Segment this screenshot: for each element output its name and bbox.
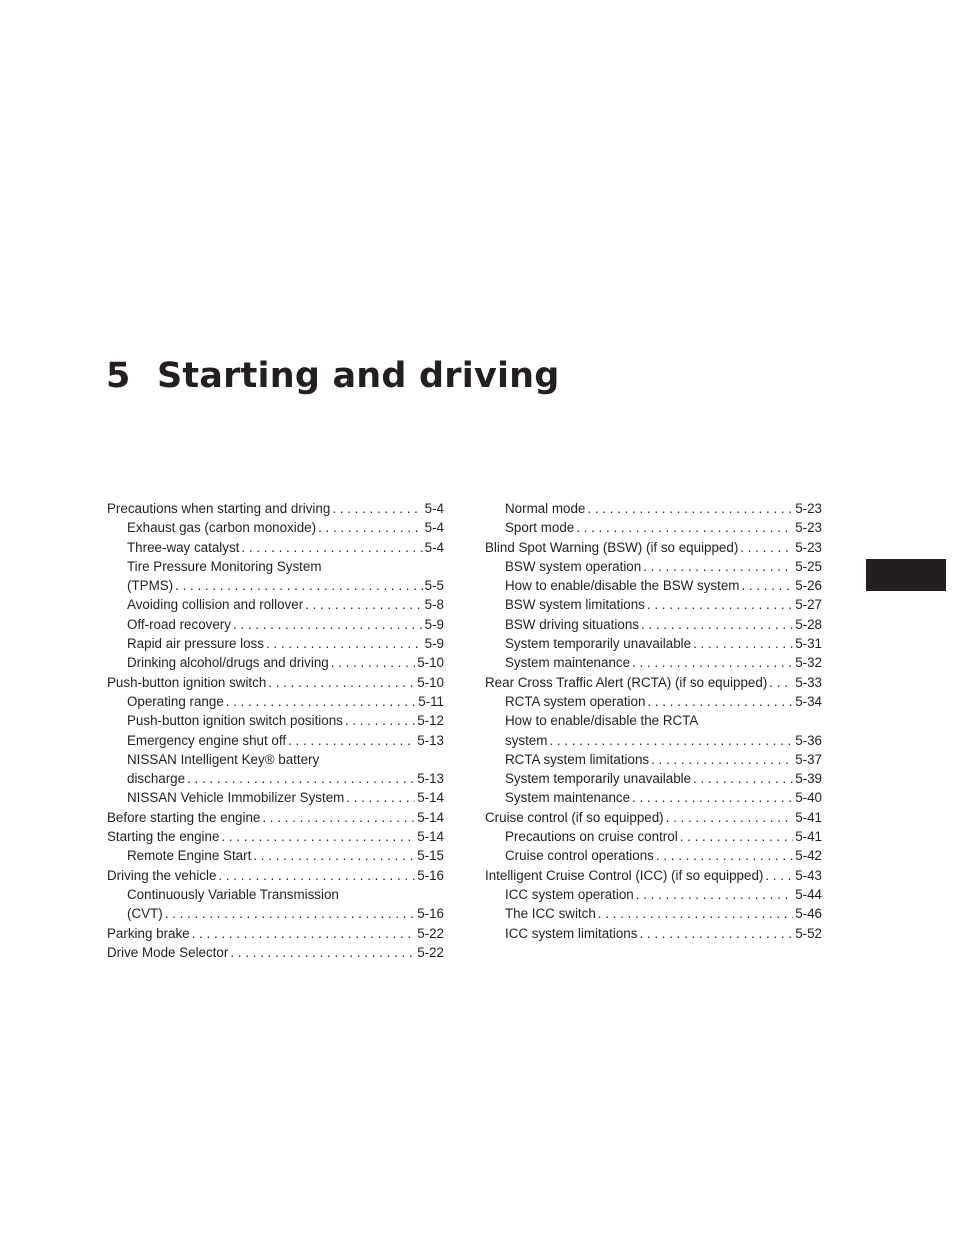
toc-entry[interactable] [485, 499, 822, 518]
dot-leader [641, 615, 793, 634]
toc-page-number: 5-10 [417, 655, 444, 671]
toc-entry-text: ICC system operation [505, 886, 634, 902]
toc-entry-text: RCTA system operation [505, 693, 646, 709]
toc-page-number: 5-46 [795, 906, 822, 922]
toc-entry[interactable] [107, 885, 444, 924]
toc-entry-text: System temporarily unavailable [505, 636, 692, 652]
dot-leader [165, 904, 415, 923]
toc-page-number: 5-23 [795, 520, 822, 536]
toc-page-number: 5-32 [795, 655, 822, 671]
chapter-tab-marker [866, 559, 946, 591]
toc-entry-text: Emergency engine shut off [127, 732, 287, 748]
toc-page-number: 5-37 [795, 751, 822, 767]
toc-page-number: 5-42 [795, 848, 822, 864]
toc-page-number: 5-26 [795, 578, 822, 594]
toc-page-number: 5-22 [417, 925, 444, 941]
toc-entry[interactable] [107, 518, 444, 537]
toc-entry-text: Three-way catalyst [127, 539, 240, 555]
toc-column-right [485, 499, 822, 943]
dot-leader [639, 924, 793, 943]
dot-leader [226, 692, 416, 711]
dot-leader [331, 653, 415, 672]
toc-entry[interactable] [485, 904, 822, 923]
toc-page-number: 5-4 [424, 501, 444, 516]
dot-leader [598, 904, 793, 923]
toc-entry[interactable] [485, 518, 822, 537]
toc-entry-text: Push-button ignition switch [107, 674, 267, 690]
dot-leader [175, 576, 423, 595]
toc-entry[interactable] [485, 538, 822, 557]
toc-entry[interactable] [107, 557, 444, 596]
dot-leader [769, 673, 793, 692]
toc-page-number: 5-4 [424, 520, 444, 536]
toc-page-number: 5-13 [417, 732, 444, 748]
toc-page-number: 5-23 [795, 501, 822, 516]
toc-page-number: 5-27 [795, 597, 822, 613]
dot-leader [576, 518, 793, 537]
toc-entry-text: Sport mode [505, 520, 575, 536]
toc-entry-text: Avoiding collision and rollover [127, 597, 304, 613]
dot-leader [636, 885, 793, 904]
toc-entry[interactable] [485, 827, 822, 846]
toc-page-number: 5-12 [417, 713, 444, 729]
dot-leader [587, 499, 793, 518]
toc-entry-text: RCTA system limitations [505, 751, 650, 767]
toc-entry-text: NISSAN Intelligent Key® battery [127, 751, 320, 767]
toc-entry[interactable] [107, 866, 444, 885]
dot-leader [549, 731, 793, 750]
toc-entry-text: Rear Cross Traffic Alert (RCTA) (if so equipped) [485, 674, 768, 690]
toc-entry[interactable] [107, 615, 444, 634]
toc-page-number: 5-25 [795, 558, 822, 574]
toc-page-number: 5-9 [424, 636, 444, 652]
toc-entry[interactable] [485, 788, 822, 807]
toc-entry-text-continued: (CVT) [127, 906, 163, 922]
toc-entry[interactable] [485, 634, 822, 653]
chapter-title-text: Starting and driving [156, 356, 560, 396]
toc-entry[interactable] [485, 711, 822, 750]
dot-leader [693, 634, 793, 653]
toc-page-number: 5-8 [424, 597, 444, 613]
toc-page-number: 5-16 [417, 867, 444, 883]
toc-page-number: 5-44 [795, 886, 822, 902]
toc-page-number: 5-4 [424, 539, 444, 555]
toc-entry-text: Before starting the engine [107, 809, 261, 825]
dot-leader [647, 692, 793, 711]
toc-entry-text-continued: system [505, 732, 548, 748]
dot-leader [741, 576, 793, 595]
toc-entry-text: System maintenance [505, 790, 631, 806]
toc-entry[interactable] [485, 615, 822, 634]
dot-leader [651, 750, 793, 769]
toc-page-number: 5-52 [795, 925, 822, 941]
toc-page-number: 5-14 [417, 809, 444, 825]
dot-leader [332, 499, 422, 518]
toc-entry[interactable] [485, 576, 822, 595]
dot-leader [266, 634, 423, 653]
toc-entry-text: ICC system limitations [505, 925, 638, 941]
dot-leader [632, 653, 793, 672]
toc-page-number: 5-33 [795, 674, 822, 690]
dot-leader [765, 866, 793, 885]
toc-entry-text: System temporarily unavailable [505, 771, 692, 787]
dot-leader [305, 595, 422, 614]
toc-entry-text: Blind Spot Warning (BSW) (if so equipped) [485, 539, 739, 555]
toc-entry[interactable] [107, 692, 444, 711]
toc-entry-text: System maintenance [505, 655, 631, 671]
dot-leader [345, 711, 415, 730]
toc-entry-text: BSW system operation [505, 558, 642, 574]
dot-leader [643, 557, 793, 576]
dot-leader [656, 846, 793, 865]
chapter-number: 5 [106, 356, 131, 396]
toc-entry-text: Tire Pressure Monitoring System [127, 558, 322, 574]
toc-entry-text: NISSAN Vehicle Immobilizer System [127, 790, 345, 806]
toc-entry-text: How to enable/disable the BSW system [505, 578, 740, 594]
toc-entry[interactable] [107, 827, 444, 846]
dot-leader [288, 731, 415, 750]
toc-entry-text: Precautions when starting and driving [107, 501, 331, 516]
toc-page-number: 5-23 [795, 539, 822, 555]
toc-entry-text-continued: discharge [127, 771, 186, 787]
dot-leader [346, 788, 415, 807]
toc-entry-text: Cruise control operations [505, 848, 654, 864]
toc-entry[interactable] [107, 846, 444, 865]
toc-entry[interactable] [485, 808, 822, 827]
toc-page-number: 5-41 [795, 829, 822, 845]
toc-entry-text: Off-road recovery [127, 616, 231, 632]
toc-entry-text: Drinking alcohol/drugs and driving [127, 655, 329, 671]
toc-page-number: 5-31 [795, 636, 822, 652]
toc-page-number: 5-14 [417, 829, 444, 845]
toc-entry[interactable] [107, 750, 444, 789]
toc-page-number: 5-11 [418, 693, 444, 709]
chapter-title [106, 356, 560, 396]
dot-leader [318, 518, 423, 537]
toc-entry[interactable] [107, 788, 444, 807]
toc-entry[interactable] [107, 634, 444, 653]
toc-entry[interactable] [485, 769, 822, 788]
toc-page-number: 5-28 [795, 616, 822, 632]
toc-entry[interactable] [107, 499, 444, 518]
dot-leader [241, 538, 422, 557]
toc-page-number: 5-39 [795, 771, 822, 787]
toc-entry[interactable] [485, 557, 822, 576]
dot-leader [740, 538, 793, 557]
toc-entry-text: Starting the engine [107, 829, 220, 845]
toc-entry-text: Remote Engine Start [127, 848, 252, 864]
dot-leader [218, 866, 415, 885]
toc-entry-text: BSW driving situations [505, 616, 639, 632]
dot-leader [693, 769, 793, 788]
dot-leader [233, 615, 423, 634]
toc-entry-text: Exhaust gas (carbon monoxide) [127, 520, 317, 536]
toc-page-number: 5-43 [795, 867, 822, 883]
toc-entry[interactable] [107, 924, 444, 943]
toc-entry-text: Driving the vehicle [107, 867, 217, 883]
dot-leader [666, 808, 794, 827]
toc-page-number: 5-40 [795, 790, 822, 806]
toc-entry-text: BSW system limitations [505, 597, 645, 613]
toc-entry[interactable] [107, 653, 444, 672]
toc-entry[interactable] [107, 711, 444, 730]
toc-entry[interactable] [485, 846, 822, 865]
toc-entry-text: Precautions on cruise control [505, 829, 678, 845]
dot-leader [253, 846, 415, 865]
toc-entry[interactable] [107, 673, 444, 692]
toc-entry[interactable] [485, 924, 822, 943]
toc-entry[interactable] [485, 673, 822, 692]
dot-leader [680, 827, 794, 846]
toc-entry[interactable] [485, 885, 822, 904]
toc-page-number: 5-41 [795, 809, 822, 825]
toc-entry[interactable] [485, 750, 822, 769]
toc-entry-text-continued: (TPMS) [127, 578, 174, 594]
toc-entry[interactable] [107, 538, 444, 557]
toc-entry-text: Normal mode [505, 501, 586, 516]
toc-entry[interactable] [485, 866, 822, 885]
dot-leader [268, 673, 415, 692]
toc-page-number: 5-10 [417, 674, 444, 690]
dot-leader [221, 827, 415, 846]
toc-entry-text: Cruise control (if so equipped) [485, 809, 664, 825]
toc-page-number: 5-36 [795, 732, 822, 748]
dot-leader [187, 769, 415, 788]
toc-entry[interactable] [485, 653, 822, 672]
toc-entry-text: Operating range [127, 693, 224, 709]
toc-entry-text: The ICC switch [505, 906, 596, 922]
toc-entry[interactable] [107, 808, 444, 827]
toc-page-number: 5-13 [417, 771, 444, 787]
toc-page-number: 5-15 [417, 848, 444, 864]
toc-column-left [107, 499, 444, 962]
toc-entry-text: Intelligent Cruise Control (ICC) (if so equipped) [485, 867, 764, 883]
toc-entry[interactable] [107, 731, 444, 750]
toc-entry[interactable] [107, 595, 444, 614]
toc-entry-text: Parking brake [107, 925, 190, 941]
toc-entry-text: Push-button ignition switch positions [127, 713, 343, 729]
toc-page-number: 5-9 [424, 616, 444, 632]
toc-entry[interactable] [485, 595, 822, 614]
toc-page-number: 5-16 [417, 906, 444, 922]
toc-entry[interactable] [485, 692, 822, 711]
toc-entry-text: How to enable/disable the RCTA [505, 713, 699, 729]
dot-leader [230, 943, 415, 962]
dot-leader [192, 924, 416, 943]
toc-page-number: 5-22 [417, 944, 444, 960]
toc-entry-text: Drive Mode Selector [107, 944, 229, 960]
toc-entry-text: Rapid air pressure loss [127, 636, 264, 652]
toc-entry-text: Continuously Variable Transmission [127, 886, 339, 902]
dot-leader [647, 595, 793, 614]
dot-leader [632, 788, 793, 807]
toc-page-number: 5-5 [424, 578, 444, 594]
toc-page-number: 5-14 [417, 790, 444, 806]
toc-page-number: 5-34 [795, 693, 822, 709]
dot-leader [262, 808, 415, 827]
toc-entry[interactable] [107, 943, 444, 962]
